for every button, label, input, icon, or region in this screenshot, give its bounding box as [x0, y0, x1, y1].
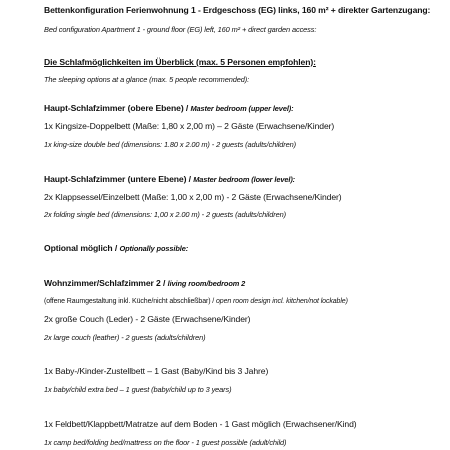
master-upper-title-de: Haupt-Schlafzimmer (obere Ebene) /	[44, 103, 189, 113]
master-upper-bed-de: 1x Kingsize-Doppelbett (Maße: 1,80 x 2,00 m) – 2 Gäste (Erwachsene/Kinder)	[44, 121, 335, 131]
living-note-de: (offene Raumgestaltung inkl. Küche/nicht abschließbar) /	[44, 298, 215, 305]
master-lower-title	[44, 174, 295, 185]
camp-bed-de: 1x Feldbett/Klappbett/Matratze auf dem Boden - 1 Gast möglich (Erwachsener/Kind)	[44, 419, 357, 429]
living-title	[44, 278, 245, 289]
living-couch-en: 2x large couch (leather) - 2 guests (adults/children)	[44, 333, 206, 342]
living-title-en: living room/bedroom 2	[167, 279, 246, 288]
master-upper-bed-en: 1x king-size double bed (dimensions: 1.80 x 2.00 m) - 2 guests (adults/children)	[44, 140, 297, 149]
camp-bed-en: 1x camp bed/folding bed/mattress on the floor - 1 guest possible (adult/child)	[44, 438, 287, 447]
optional-heading-en: Optionally possible:	[119, 244, 189, 253]
heading-en: Bed configuration Apartment 1 - ground floor (EG) left, 160 m² + direct garden access:	[44, 25, 317, 34]
master-lower-title-de: Haupt-Schlafzimmer (untere Ebene) /	[44, 174, 191, 184]
living-couch-de: 2x große Couch (Leder) - 2 Gäste (Erwachsene/Kinder)	[44, 314, 251, 324]
heading-de: Bettenkonfiguration Ferienwohnung 1 - Erdgeschoss (EG) links, 160 m² + direkter Gartenzugang:	[44, 5, 431, 15]
living-title-de: Wohnzimmer/Schlafzimmer 2 /	[44, 278, 166, 288]
living-note	[44, 296, 348, 307]
master-lower-title-en: Master bedroom (lower level):	[193, 175, 296, 184]
living-note-en: open room design incl. kitchen/not lockable)	[216, 298, 348, 305]
baby-bed-de: 1x Baby-/Kinder-Zustellbett – 1 Gast (Baby/Kind bis 3 Jahre)	[44, 366, 269, 376]
master-lower-bed-en: 2x folding single bed (dimensions: 1,00 x 2.00 m) - 2 guests (adults/children)	[44, 210, 286, 219]
overview-heading-de: Die Schlafmöglichkeiten im Überblick (max. 5 Personen empfohlen):	[44, 57, 316, 67]
optional-heading	[44, 243, 188, 254]
overview-heading-en: The sleeping options at a glance (max. 5 people recommended):	[44, 75, 250, 84]
master-upper-title-en: Master bedroom (upper level):	[190, 104, 294, 113]
baby-bed-en: 1x baby/child extra bed – 1 guest (baby/child up to 3 years)	[44, 385, 232, 394]
optional-heading-de: Optional möglich /	[44, 243, 118, 253]
master-upper-title	[44, 103, 294, 114]
master-lower-bed-de: 2x Klappsessel/Einzelbett (Maße: 1,00 x 2,00 m) - 2 Gäste (Erwachsene/Kinder)	[44, 192, 342, 202]
